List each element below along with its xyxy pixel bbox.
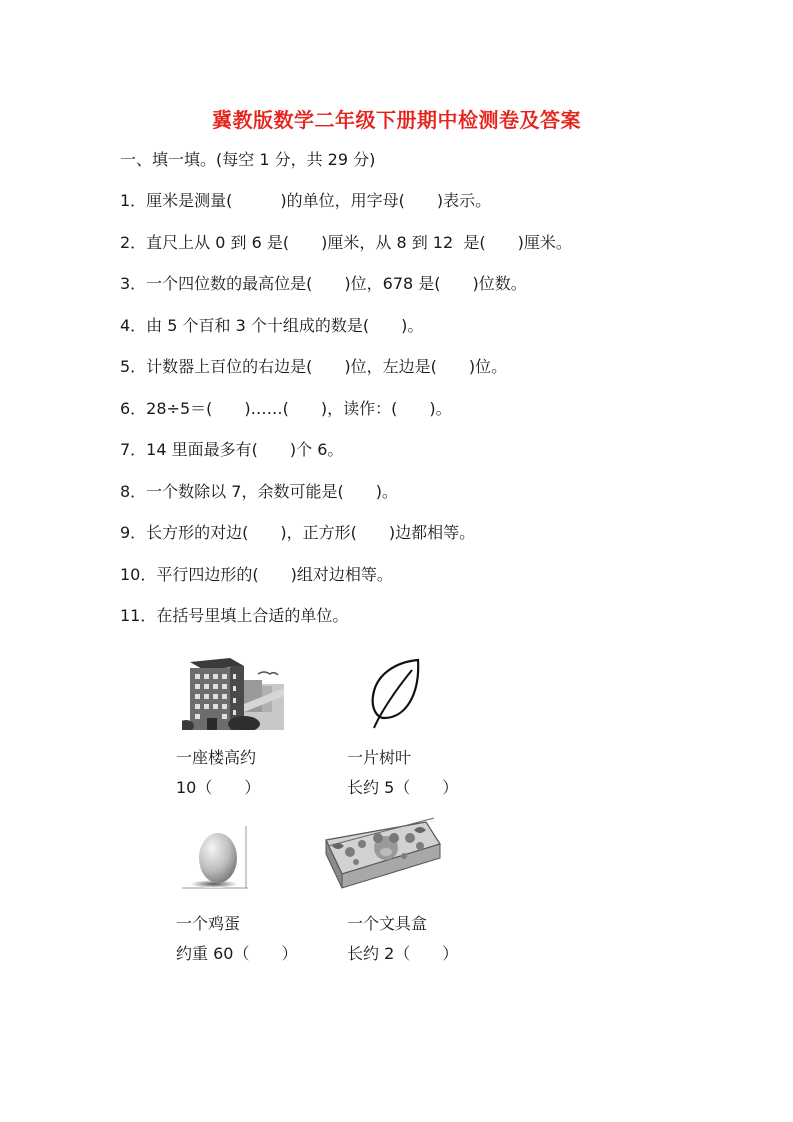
question-4: 4．由 5 个百和 3 个十组成的数是( )。 — [120, 316, 424, 335]
item-leaf-answer: 长约 5（ ） — [347, 778, 459, 797]
item-pencil-case-label: 一个文具盒 — [347, 914, 428, 933]
question-8: 8．一个数除以 7，余数可能是( )。 — [120, 482, 398, 501]
item-building-label: 一座楼高约 — [176, 748, 257, 767]
egg-image — [180, 826, 250, 890]
question-3: 3．一个四位数的最高位是( )位，678 是( )位数。 — [120, 274, 527, 293]
item-pencil-case-answer: 长约 2（ ） — [347, 944, 459, 963]
question-9: 9．长方形的对边( )，正方形( )边都相等。 — [120, 523, 476, 542]
item-leaf-label: 一片树叶 — [347, 748, 412, 767]
question-10: 10．平行四边形的( )组对边相等。 — [120, 565, 393, 584]
question-2: 2．直尺上从 0 到 6 是( )厘米，从 8 到 12 是( )厘米。 — [120, 233, 572, 252]
question-6: 6．28÷5＝( )……( )，读作：( )。 — [120, 399, 452, 418]
question-7: 7．14 里面最多有( )个 6。 — [120, 440, 344, 459]
question-11: 11．在括号里填上合适的单位。 — [120, 606, 349, 625]
item-egg-label: 一个鸡蛋 — [176, 914, 241, 933]
item-egg-answer: 约重 60（ ） — [176, 944, 298, 963]
item-building-answer: 10（ ） — [176, 778, 261, 797]
building-image — [182, 644, 284, 730]
section-heading: 一、填一填。(每空 1 分，共 29 分) — [120, 150, 376, 169]
leaf-image — [366, 658, 422, 730]
question-5: 5．计数器上百位的右边是( )位，左边是( )位。 — [120, 357, 508, 376]
page-title: 冀教版数学二年级下册期中检测卷及答案 — [212, 108, 581, 132]
pencil-case-image — [322, 816, 442, 892]
question-1: 1．厘米是测量( )的单位，用字母( )表示。 — [120, 191, 492, 210]
